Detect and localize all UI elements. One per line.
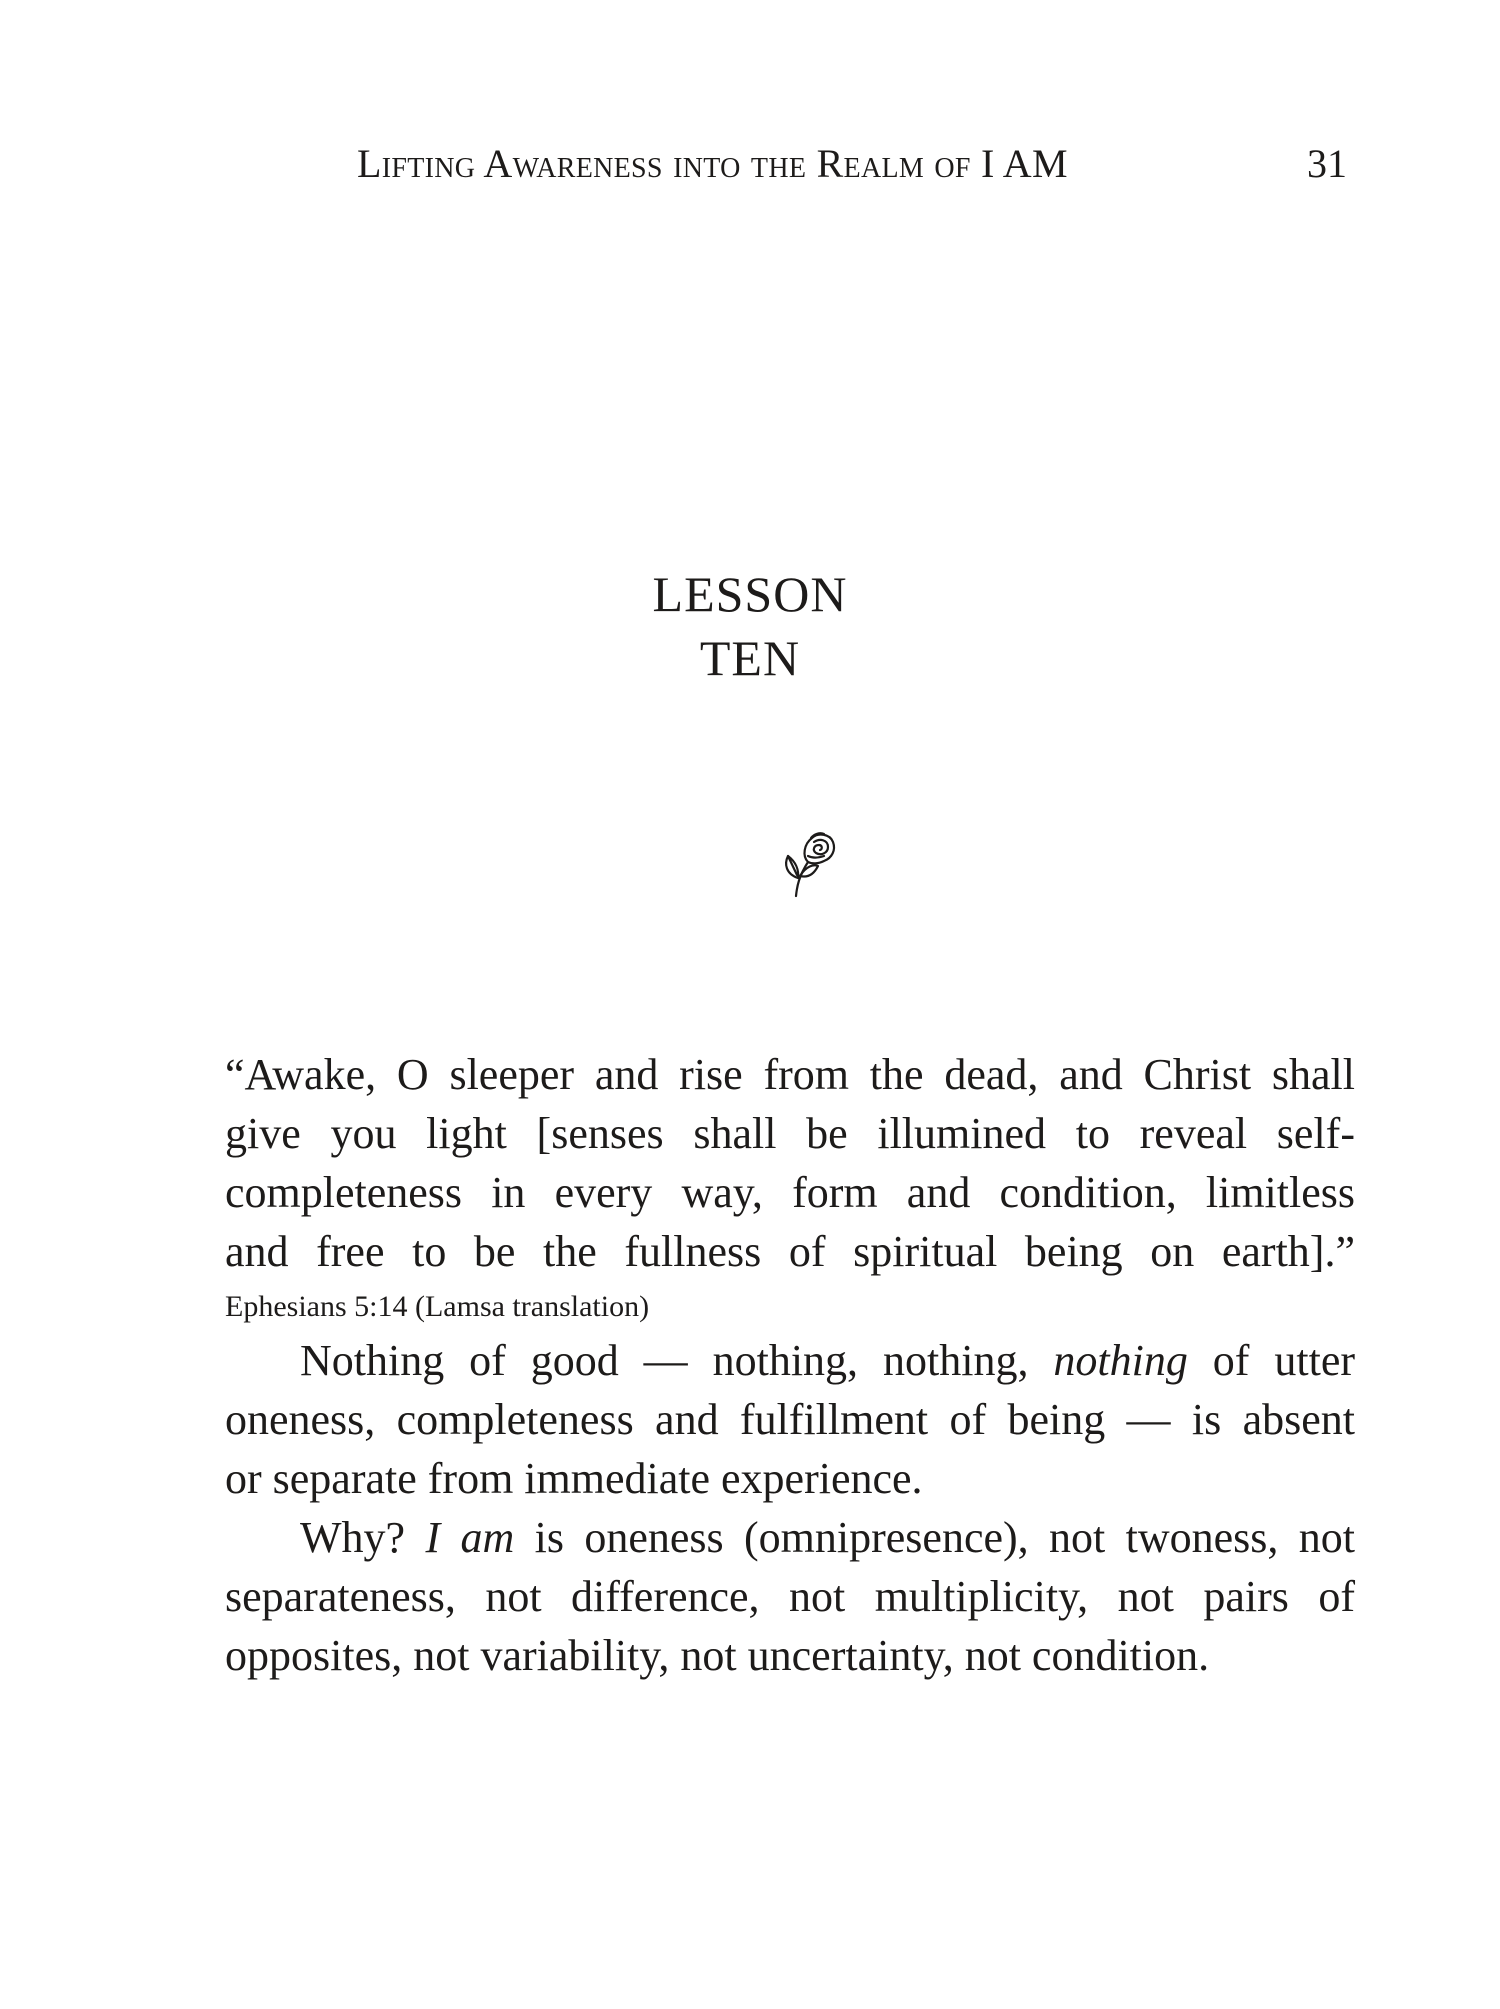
epigraph-line: “Awake, O sleeper and rise from the dead, and Christ shall (225, 1050, 1355, 1099)
text-run: Nothing of good — nothing, nothing, (300, 1336, 1054, 1385)
paragraph (225, 1331, 1355, 1508)
rose-icon (778, 826, 838, 898)
paragraph-line (225, 1331, 1355, 1390)
text-run: Why? (300, 1513, 426, 1562)
body-text (225, 1045, 1355, 1685)
emphasis: nothing (1053, 1336, 1188, 1385)
lesson-title-line-2: TEN (699, 630, 801, 686)
epigraph-line: give you light [senses shall be illumined to reveal self- (225, 1109, 1355, 1158)
emphasis: I am (425, 1513, 515, 1562)
page-number: 31 (1307, 141, 1347, 186)
epigraph-citation: Ephesians 5:14 (Lamsa translation) (225, 1290, 650, 1323)
epigraph-line: completeness in every way, form and condition, limitless (225, 1168, 1355, 1217)
paragraph-line (225, 1508, 1355, 1567)
paragraph (225, 1508, 1355, 1685)
paragraph-line: separateness, not difference, not multiplicity, not pairs of (225, 1572, 1355, 1621)
lesson-title (0, 562, 1500, 690)
running-title: Lifting Awareness into the Realm of I AM (357, 141, 1068, 186)
epigraph (225, 1045, 1355, 1281)
paragraph-line: oneness, completeness and fulfillment of being — is absent (225, 1395, 1355, 1444)
text-run: is oneness (omnipresence), not twoness, not (514, 1513, 1355, 1562)
lesson-title-line-1: LESSON (652, 566, 848, 622)
text-run: of utter (1187, 1336, 1355, 1385)
paragraph-line: or separate from immediate experience. (225, 1454, 923, 1503)
running-head (357, 140, 1347, 190)
paragraph-line: opposites, not variability, not uncertainty, not condition. (225, 1631, 1210, 1680)
epigraph-line: and free to be the fullness of spiritual being on earth].” (225, 1227, 1355, 1276)
